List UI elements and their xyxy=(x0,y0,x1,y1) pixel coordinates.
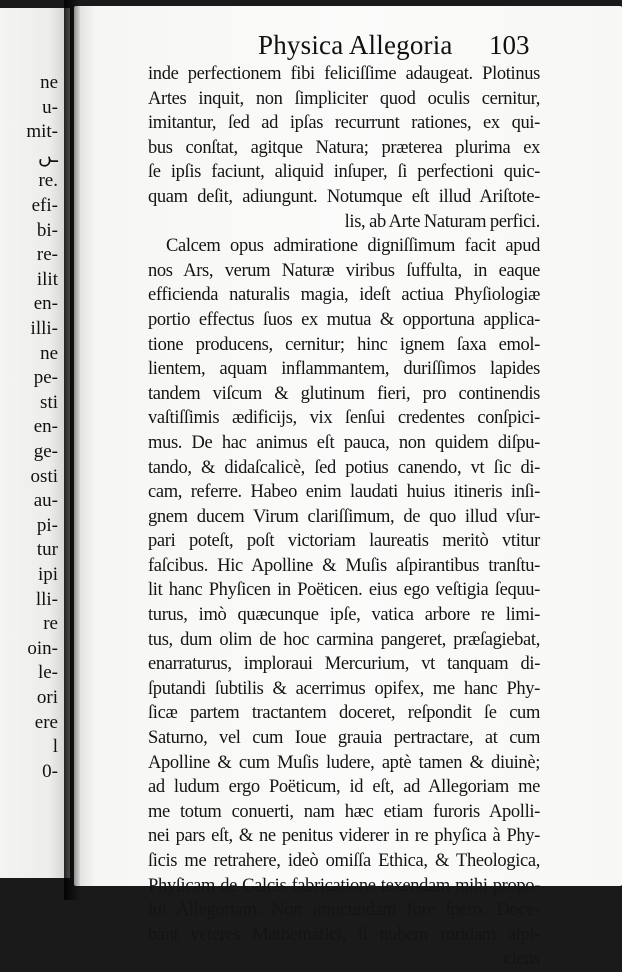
text-line: tando, & didaſcalicè, ſed potius canendo, vt ſic di- xyxy=(148,457,540,478)
previous-page-text-fragment: en- xyxy=(33,416,58,438)
text-line: mus. De hac animus eſt pauca, non quidem diſpu- xyxy=(148,432,540,453)
previous-page-text-fragment: l xyxy=(52,736,58,758)
text-line: ſe ipſis faciunt, aliquid inſuper, ſi perfectioni quic- xyxy=(148,162,540,183)
text-line: Phyſicam de Calcis fabricatione texendam mihi propo- xyxy=(148,875,540,896)
text-line: bant veteres Mathematici, ſi nubem roridam aſpi- xyxy=(148,924,540,945)
text-line: ſui Allegoriam. Non iniucundam fore ſpero. Doce- xyxy=(148,900,540,921)
text-line: inde perfectionem fibi feliciſſime adaugeat. Plotinus xyxy=(148,64,540,84)
previous-page-text-fragment: mit- xyxy=(26,121,58,143)
text-line: ciens xyxy=(503,949,540,970)
previous-page-text-fragment: u- xyxy=(42,96,58,118)
text-line: gnem ducem Virum clariſſimum, de quo illud vſur- xyxy=(148,506,540,527)
previous-page-text-fragment: 0- xyxy=(42,760,58,782)
previous-page-text-fragment: le- xyxy=(37,662,58,684)
text-line: turus, imò quæcunque ipſe, vatica arbore re limi- xyxy=(148,605,540,626)
text-line: ſicis me retrahere, ideò omiſſa Ethica, & Theologica, xyxy=(148,851,540,871)
running-title: Physica Allegoria xyxy=(258,30,453,60)
previous-page-text-fragment: illi- xyxy=(30,318,58,339)
text-line: vaſtiſſimis ædificijs, vix ſenſui credentes conſpici- xyxy=(148,408,540,429)
previous-page-text-fragment: en- xyxy=(33,293,58,315)
text-line: Saturno, vel cum Ioue grauia pertractare, at cum xyxy=(148,728,540,749)
text-line: Artes inquit, non ſimpliciter quod oculis cernitur, xyxy=(148,88,540,109)
text-line: imitantur, ſed ad ipſas recurrunt rationes, ex qui- xyxy=(148,113,540,134)
text-line: me totum conuerti, nam hæc etiam furoris Apolli- xyxy=(148,801,540,822)
page-number: 103 xyxy=(489,30,530,60)
previous-page-text-fragment: ere xyxy=(34,711,58,733)
previous-page-text-fragment: bi- xyxy=(36,219,58,241)
previous-page-text-fragment: lli- xyxy=(35,588,58,610)
previous-page-text-fragment: pi- xyxy=(36,514,58,536)
text-line: cam, referre. Habeo enim laudati huius itineris inſi- xyxy=(148,482,540,503)
previous-page-text-fragment: ipi xyxy=(37,564,58,585)
text-line: efficienda naturalis magia, ideſt actiua Phyſiologiæ xyxy=(148,285,540,306)
previous-page-text-fragment: ori xyxy=(36,687,58,708)
text-line: lit hanc Phyſicen in Poëticen. eius ego veſtigia ſequu- xyxy=(148,580,540,601)
previous-page-text-fragment: pe- xyxy=(33,367,58,389)
previous-page-text-fragment: re- xyxy=(36,244,58,266)
previous-page-text-fragment: ne xyxy=(40,342,58,364)
previous-page-text-fragment: re xyxy=(43,613,58,635)
previous-page-edge xyxy=(0,8,70,878)
text-line: ſicæ partem tractantem doceret, reſpondit ſe cum xyxy=(148,703,540,724)
previous-page-text-fragment: oin- xyxy=(27,637,58,659)
text-line: faſcibus. Hic Apolline & Muſis aſpirantibus tranſtu- xyxy=(148,555,540,576)
text-line: nos Ars, verum Naturæ viribus ſuffulta, in eaque xyxy=(148,260,540,281)
previous-page-text-fragment: efi- xyxy=(31,195,58,216)
previous-page-text-fragment: ilit xyxy=(36,268,58,290)
body-text xyxy=(148,62,540,972)
previous-page-text-fragment: re. xyxy=(38,170,58,192)
text-line: lientem, aquam inflammantem, duriſſimos lapides xyxy=(148,359,540,380)
text-line: Apolline & cum Muſis ludere, aptè tamen & diuinè; xyxy=(148,752,540,773)
text-line: tione producens, cernitur; hinc ignem ſaxa emol- xyxy=(148,334,540,355)
text-line: portio effectus ſuos ex mutua & opportuna applica- xyxy=(148,309,540,330)
text-line: enarraturus, imploraui Mercurium, vt tanquam di- xyxy=(148,654,540,675)
text-line: pari poteſt, poſt victoriam laureatis meritò vtitur xyxy=(148,531,540,552)
text-line: tus, dum olim de hoc carmina pangeret, præſagiebat, xyxy=(148,629,540,650)
text-line: nei pars eſt, & ne penitus viderer in re phyſica à Phy- xyxy=(148,826,540,847)
book-gutter xyxy=(64,0,80,900)
previous-page-text-fragment: ـں xyxy=(37,145,58,167)
previous-page-text-fragment: sti xyxy=(40,391,58,413)
text-line: quam deſit, adiungunt. Notumque eſt illud Ariſtote- xyxy=(148,186,540,207)
previous-page-text-fragment: ge- xyxy=(33,441,58,462)
text-line: tandem viſcum & glutinum fieri, pro continendis xyxy=(148,383,540,404)
text-line: ad ludum ergo Poëticum, id eſt, ad Allegoriam me xyxy=(148,777,540,798)
text-line: ſputandi ſubtilis & acerrimus opifex, me hanc Phy- xyxy=(148,678,540,699)
text-line: Calcem opus admiratione digniſſimum facit apud xyxy=(166,236,540,257)
previous-page-text-fragment: ne xyxy=(40,72,58,93)
text-line: lis, ab Arte Naturam perfici. xyxy=(344,211,540,232)
previous-page-text-fragment: au- xyxy=(33,490,58,512)
previous-page-text-fragment: osti xyxy=(30,465,58,487)
previous-page-text-fragment: tur xyxy=(36,539,58,561)
text-line: bus conſtat, agitque Natura; præterea plurima ex xyxy=(148,137,540,158)
